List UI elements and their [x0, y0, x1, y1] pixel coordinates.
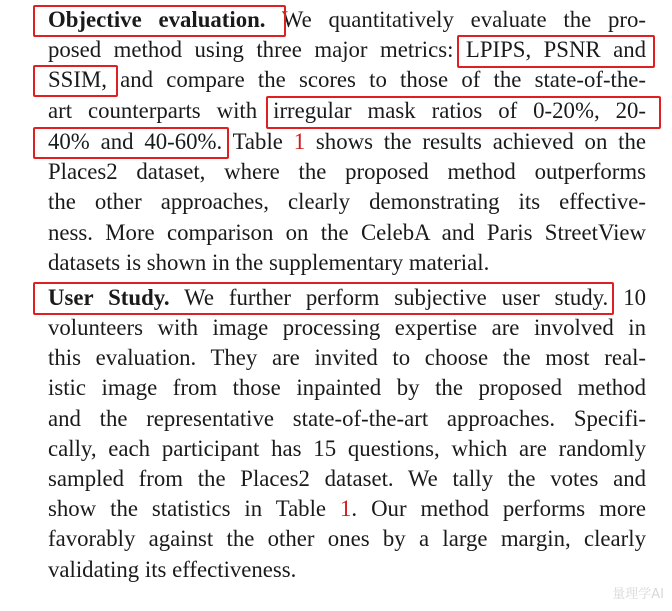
objective-line-1: Objective evaluation. We quantitatively evaluate the pro- — [48, 7, 646, 32]
objective-line-4: art counterparts with irregular mask ratios of 0-20%, 20- — [48, 98, 646, 123]
mask-ratio-phrase-end: 40% and 40-60%. — [48, 129, 223, 154]
objective-line-2: posed method using three major metrics: LPIPS, PSNR and — [48, 37, 646, 62]
user-study-line-5: and the representative state-of-the-art approaches. Specifi- — [48, 406, 646, 431]
mask-ratio-phrase: irregular mask ratios of 0-20%, 20- — [273, 98, 646, 123]
user-study-heading: User Study. — [48, 285, 170, 310]
user-study-line-9: favorably against the other ones by a large margin, clearly — [48, 526, 646, 551]
table-reference-link[interactable]: 1 — [340, 496, 352, 521]
user-study-line-7: sampled from the Places2 dataset. We tally the votes and — [48, 466, 646, 491]
table-reference-link[interactable]: 1 — [293, 129, 306, 154]
objective-heading: Objective evaluation. — [48, 7, 266, 32]
metrics-phrase-end: SSIM, — [48, 67, 107, 92]
objective-line-6: Places2 dataset, where the proposed method outperforms — [48, 159, 646, 184]
objective-line-8: ness. More comparison on the CelebA and Paris StreetView — [48, 220, 646, 245]
user-study-line-1: User Study. We further perform subjective user study. 10 — [48, 285, 647, 310]
objective-line-9: datasets is shown in the supplementary material. — [48, 250, 490, 275]
user-study-line-8: show the statistics in Table 1. Our method performs more — [48, 496, 646, 521]
objective-line-7: the other approaches, clearly demonstrating its effective- — [48, 189, 646, 214]
user-study-line-2: volunteers with image processing expertise are involved in — [48, 315, 646, 340]
watermark: 量理学AI — [612, 587, 664, 602]
user-study-line-3: this evaluation. They are invited to choose the most real- — [48, 345, 646, 370]
objective-line-3: SSIM, and compare the scores to those of the state-of-the- — [48, 67, 646, 92]
user-study-line-6: cally, each participant has 15 questions, which are randomly — [48, 436, 646, 461]
user-study-line-10: validating its effectiveness. — [48, 557, 297, 582]
metrics-phrase: LPIPS, PSNR and — [465, 37, 646, 62]
user-study-line-4: istic image from those inpainted by the proposed method — [48, 375, 646, 400]
objective-line-5: 40% and 40-60%. Table 1 shows the results achieved on the — [48, 129, 646, 154]
